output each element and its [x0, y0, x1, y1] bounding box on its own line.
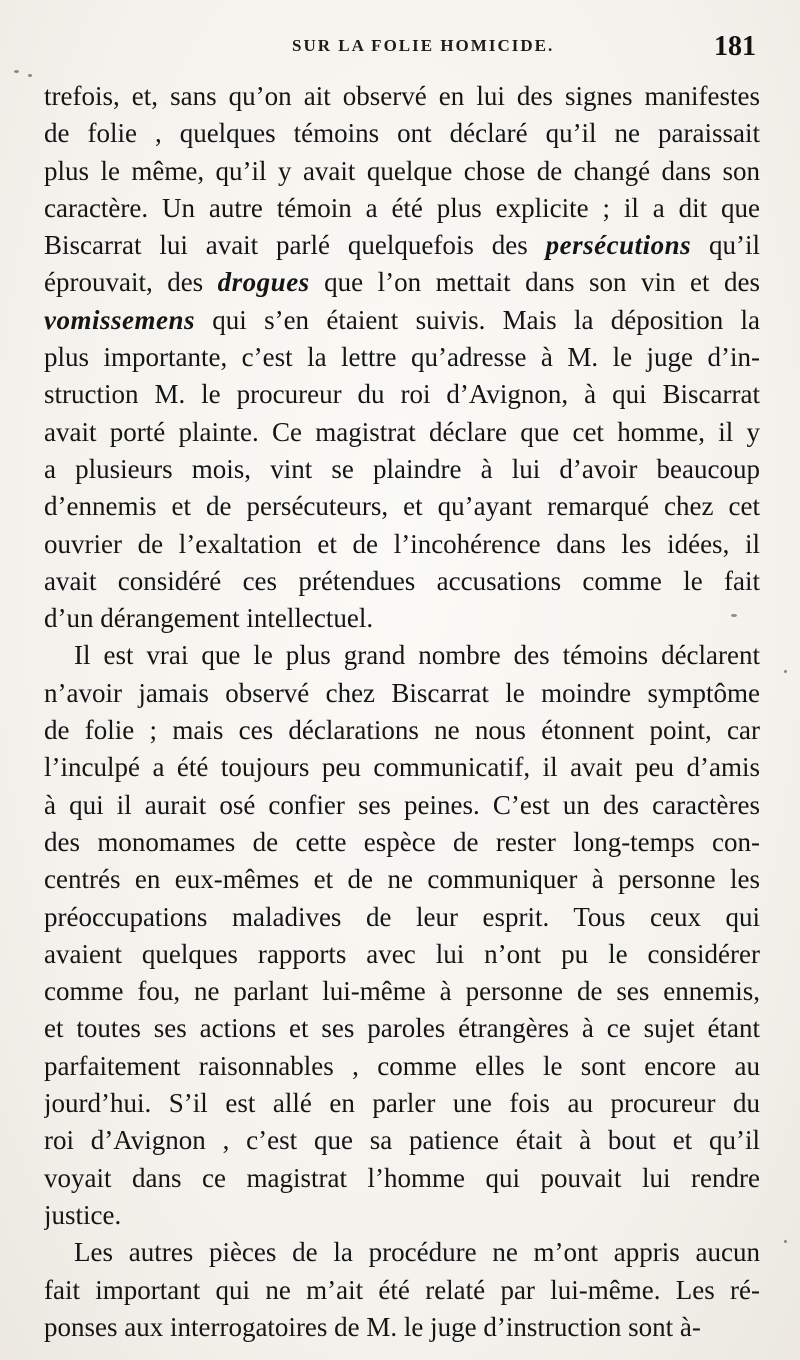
text-line: caractère. Un autre témoin a été plus explicite ; il a dit que [44, 192, 760, 223]
text-line: plus importante, c’est la lettre qu’adresse à M. le juge d’in- [44, 342, 760, 373]
text-line: voyait dans ce magistrat l’homme qui pouvait lui rendre [44, 1162, 760, 1193]
body-text [44, 78, 760, 1346]
text-line: roi d’Avignon , c’est que sa patience était à bout et qu’il [44, 1125, 760, 1156]
text-line [44, 227, 760, 264]
text-line: jourd’hui. S’il est allé en parler une fois au procureur du [44, 1088, 760, 1119]
text-line [44, 302, 760, 339]
text-line: de folie , quelques témoins ont déclaré qu’il ne paraissait [44, 118, 760, 149]
italic-term: vomissemens [44, 304, 195, 335]
text-line: Il est vrai que le plus grand nombre des témoins déclarent [74, 640, 760, 671]
italic-term: drogues [217, 267, 310, 298]
text-line: a plusieurs mois, vint se plaindre à lui d’avoir beaucoup [44, 453, 760, 484]
text-line [44, 264, 760, 301]
text-line: de folie ; mais ces déclarations ne nous étonnent point, car [44, 715, 760, 746]
paragraph [44, 637, 760, 1234]
text-line: ouvrier de l’exaltation et de l’incohérence dans les idées, il [44, 528, 760, 559]
text-segment: que l’on mettait dans son vin et des [309, 267, 760, 298]
italic-term: persécutions [545, 230, 692, 261]
paragraph [44, 1234, 760, 1346]
text-line: avait considéré ces prétendues accusations comme le fait [44, 565, 760, 596]
text-segment: qui s’en étaient suivis. Mais la déposition la [195, 304, 760, 335]
text-line: et toutes ses actions et ses paroles étrangères à ce sujet étant [44, 1013, 760, 1044]
text-line: fait important qui ne m’ait été relaté par lui-même. Les ré- [44, 1274, 760, 1305]
text-line: justice. [44, 1199, 122, 1230]
text-line: comme fou, ne parlant lui-même à personne de ses ennemis, [44, 976, 760, 1007]
text-line: des monomames de cette espèce de rester long-temps con- [44, 826, 760, 857]
page-number: 181 [714, 31, 756, 62]
text-line: Les autres pièces de la procédure ne m’ont appris aucun [74, 1237, 760, 1268]
text-line: préoccupations maladives de leur esprit. Tous ceux qui [44, 901, 760, 932]
text-line: d’un dérangement intellectuel. [44, 603, 374, 634]
text-line: struction M. le procureur du roi d’Avignon, à qui Biscarrat [44, 379, 760, 410]
running-title: SUR LA FOLIE HOMICIDE. [292, 36, 555, 55]
text-line: avait porté plainte. Ce magistrat déclare que cet homme, il y [44, 416, 760, 447]
text-line: plus le même, qu’il y avait quelque chose de changé dans son [44, 155, 760, 186]
text-line: ponses aux interrogatoires de M. le juge d’instruction sont à- [44, 1311, 701, 1342]
text-line: d’ennemis et de persécuteurs, et qu’ayant remarqué chez cet [44, 491, 760, 522]
text-segment: éprouvait, des [44, 267, 218, 298]
page-header [44, 31, 756, 70]
text-line: avaient quelques rapports avec lui n’ont pu le considérer [44, 938, 760, 969]
text-line: à qui il aurait osé confier ses peines. C’est un des caractères [44, 789, 760, 820]
text-line: l’inculpé a été toujours peu communicatif, il avait peu d’amis [44, 752, 760, 783]
text-line: centrés en eux-mêmes et de ne communiquer à personne les [44, 864, 760, 895]
paragraph [44, 78, 760, 637]
text-line: parfaitement raisonnables , comme elles le sont encore au [44, 1050, 760, 1081]
text-segment: qu’il [691, 230, 760, 261]
text-line: n’avoir jamais observé chez Biscarrat le moindre symptôme [44, 677, 760, 708]
text-line: trefois, et, sans qu’on ait observé en lui des signes manifestes [44, 81, 760, 111]
text-segment: Biscarrat lui avait parlé quelquefois des [44, 230, 546, 261]
